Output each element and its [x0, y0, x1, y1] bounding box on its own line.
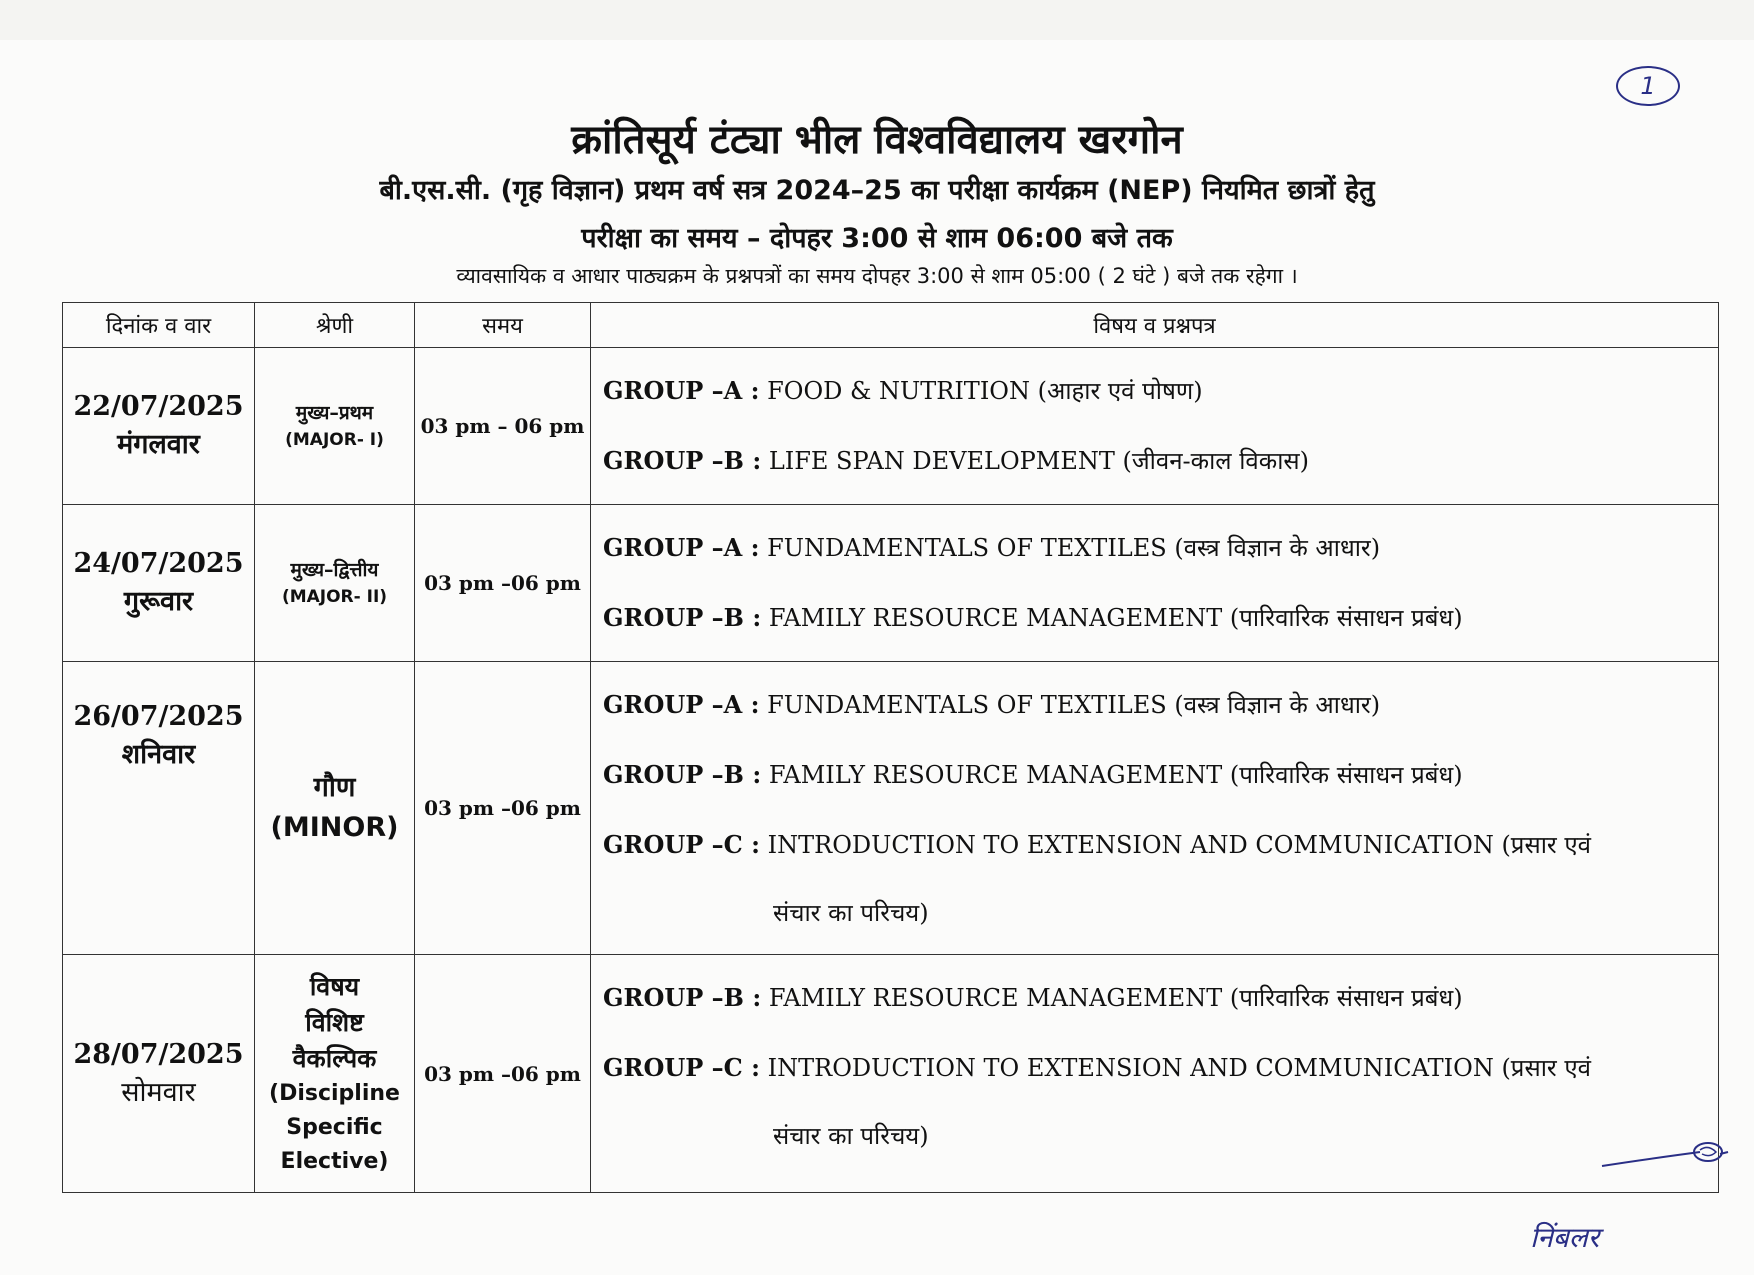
exam-note: व्यावसायिक व आधार पाठ्यक्रम के प्रश्नपत्रों का समय दोपहर 3:00 से शाम 05:00 ( 2 घंटे ) बजे तक रहेगा ।: [456, 264, 1298, 288]
registrar-signature: निंबलर: [1530, 1221, 1600, 1254]
category-cell: [255, 505, 415, 662]
exam-date: 26/07/2025: [73, 701, 244, 732]
subject-cell: [591, 955, 1719, 1193]
category-line: Specific: [286, 1114, 383, 1140]
group-line: [603, 426, 1706, 496]
table-row: [63, 662, 1719, 955]
group-subject-continuation: संचार का परिचय): [773, 899, 929, 927]
table-header-row: [63, 303, 1719, 348]
group-label: GROUP –A :: [603, 376, 760, 405]
group-label: GROUP –C :: [603, 830, 760, 859]
exam-day: गुरूवार: [123, 586, 194, 617]
page-number: 1: [1616, 66, 1680, 106]
category-cell: [255, 348, 415, 505]
exam-day: सोमवार: [121, 1076, 196, 1108]
university-title: क्रांतिसूर्य टंट्या भील विश्वविद्यालय खरगोन: [571, 117, 1183, 163]
group-subject: INTRODUCTION TO EXTENSION AND COMMUNICATION (प्रसार एवं: [767, 831, 1591, 859]
group-label: GROUP –B :: [603, 603, 762, 632]
group-line: [603, 356, 1706, 426]
category-line: विषय: [309, 971, 360, 1001]
exam-time: परीक्षा का समय – दोपहर 3:00 से शाम 06:00 बजे तक: [581, 223, 1173, 254]
group-label: GROUP –C :: [603, 1053, 760, 1082]
exam-subtitle: बी.एस.सी. (गृह विज्ञान) प्रथम वर्ष सत्र 2024–25 का परीक्षा कार्यक्रम (NEP) नियमित छात्रों हेतु: [379, 175, 1375, 206]
group-subject-continuation: संचार का परिचय): [773, 1122, 929, 1150]
group-label: GROUP –B :: [603, 760, 762, 789]
date-cell: [63, 505, 255, 662]
group-subject: FOOD & NUTRITION (आहार एवं पोषण): [767, 377, 1203, 405]
time-cell: 03 pm –06 pm: [415, 955, 591, 1193]
column-header-time: समय: [415, 303, 591, 348]
group-label: GROUP –A :: [603, 533, 760, 562]
exam-day: शनिवार: [121, 739, 196, 770]
group-line: [603, 810, 1706, 880]
group-subject: LIFE SPAN DEVELOPMENT (जीवन-काल विकास): [768, 447, 1310, 475]
time-cell: 03 pm –06 pm: [415, 662, 591, 955]
subject-cell: [591, 662, 1719, 955]
group-label: GROUP –B :: [603, 983, 762, 1012]
time-cell: 03 pm – 06 pm: [415, 348, 591, 505]
category-cell: [255, 955, 415, 1193]
group-line: [603, 583, 1706, 653]
group-line: [603, 963, 1706, 1033]
group-label: GROUP –B :: [603, 446, 762, 475]
table-row: [63, 505, 1719, 662]
time-cell: 03 pm –06 pm: [415, 505, 591, 662]
group-subject: FAMILY RESOURCE MANAGEMENT (पारिवारिक संसाधन प्रबंध): [768, 604, 1463, 632]
category-name: मुख्य–द्वित्तीय: [290, 559, 379, 581]
group-label: GROUP –A :: [603, 690, 760, 719]
category-line: वैकल्पिक: [292, 1043, 377, 1073]
exam-date: 24/07/2025: [73, 548, 244, 579]
category-code: (MAJOR- II): [281, 587, 388, 607]
category-name: गौण: [313, 772, 356, 803]
group-line: [603, 513, 1706, 583]
group-subject: FAMILY RESOURCE MANAGEMENT (पारिवारिक संसाधन प्रबंध): [768, 984, 1463, 1012]
group-subject: FUNDAMENTALS OF TEXTILES (वस्त्र विज्ञान के आधार): [767, 534, 1381, 562]
category-line: Elective): [280, 1148, 389, 1174]
category-line: (Discipline: [269, 1080, 400, 1106]
category-name: मुख्य–प्रथम: [295, 402, 374, 424]
exam-date: 22/07/2025: [73, 391, 244, 422]
exam-schedule-table: [62, 302, 1719, 1193]
category-cell: [255, 662, 415, 955]
date-cell: [63, 955, 255, 1193]
group-line: [603, 740, 1706, 810]
category-code: (MAJOR- I): [285, 430, 384, 450]
group-line: [603, 670, 1706, 740]
date-cell: [63, 662, 255, 955]
subject-cell: [591, 505, 1719, 662]
group-line: [603, 1033, 1706, 1103]
category-code: (MINOR): [270, 812, 399, 843]
column-header-subject: विषय व प्रश्नपत्र: [591, 303, 1719, 348]
group-subject: FAMILY RESOURCE MANAGEMENT (पारिवारिक संसाधन प्रबंध): [768, 761, 1463, 789]
exam-date: 28/07/2025: [73, 1038, 244, 1070]
signature-mark: [1600, 1140, 1730, 1170]
exam-day: मंगलवार: [117, 429, 200, 460]
table-row: [63, 348, 1719, 505]
group-subject: FUNDAMENTALS OF TEXTILES (वस्त्र विज्ञान के आधार): [767, 691, 1381, 719]
column-header-category: श्रेणी: [255, 303, 415, 348]
group-subject: INTRODUCTION TO EXTENSION AND COMMUNICATION (प्रसार एवं: [767, 1054, 1591, 1082]
date-cell: [63, 348, 255, 505]
column-header-date: दिनांक व वार: [63, 303, 255, 348]
table-row: [63, 955, 1719, 1193]
subject-cell: [591, 348, 1719, 505]
category-line: विशिष्ट: [305, 1007, 364, 1037]
